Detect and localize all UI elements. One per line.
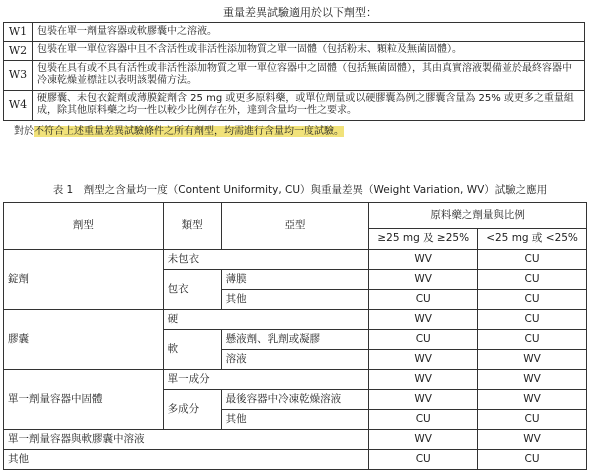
cell-form: 錠劑	[4, 250, 164, 310]
table-row	[4, 250, 587, 270]
cell-form: 其他	[4, 450, 369, 470]
header-ratio: 原料藥之劑量與比例	[369, 203, 587, 229]
cell-subtype: 薄膜	[221, 270, 369, 290]
table1-caption: 表 1 劑型之含量均一度（Content Uniformity, CU）與重量差異（Weight Variation, WV）試驗之應用	[52, 184, 548, 196]
cell-ge25: WV	[369, 270, 478, 290]
cell-ge25: WV	[369, 370, 478, 390]
cell-subtype: 最後容器中冷凍乾燥溶液	[221, 390, 369, 410]
cell-ge25: CU	[369, 410, 478, 430]
cell-ge25: WV	[369, 430, 478, 450]
wv-code: W2	[4, 41, 33, 60]
cell-subtype: 其他	[221, 290, 369, 310]
header-type: 類型	[163, 203, 221, 250]
wv-section-title: 重量差異試驗適用於以下劑型：	[223, 6, 377, 19]
cell-subtype: 懸液劑、乳劑或凝膠	[221, 330, 369, 350]
cell-lt25: WV	[478, 350, 587, 370]
cell-ge25: WV	[369, 390, 478, 410]
cell-form: 單一劑量容器中固體	[4, 370, 164, 430]
cell-lt25: WV	[478, 370, 587, 390]
wv-row	[4, 90, 585, 120]
cell-ge25: WV	[369, 310, 478, 330]
wv-code: W4	[4, 90, 33, 120]
cell-lt25: WV	[478, 390, 587, 410]
cell-type: 多成分	[163, 390, 221, 430]
header-subtype: 亞型	[221, 203, 369, 250]
cell-ge25: CU	[369, 330, 478, 350]
cell-ge25: CU	[369, 450, 478, 470]
note-highlight: 不符合上述重量差異試驗條件之所有劑型，均需進行含量均一度試驗。	[34, 126, 344, 137]
cell-type: 包衣	[163, 270, 221, 310]
cu-wv-application-table	[3, 202, 587, 470]
cell-ge25: CU	[369, 290, 478, 310]
header-row	[4, 203, 587, 229]
cell-type: 硬	[163, 310, 369, 330]
header-dosage-form: 劑型	[4, 203, 164, 250]
header-lt25: <25 mg 或 <25%	[478, 229, 587, 250]
cell-lt25: WV	[478, 430, 587, 450]
wv-code: W3	[4, 60, 33, 90]
wv-description: 包裝在單一劑量容器或軟膠囊中之溶液。	[33, 23, 585, 42]
wv-applicable-forms-table	[3, 22, 585, 121]
cell-ge25: WV	[369, 250, 478, 270]
cell-subtype: 其他	[221, 410, 369, 430]
cell-lt25: CU	[478, 450, 587, 470]
wv-description: 硬膠囊、未包衣錠劑或薄膜錠劑含 25 mg 或更多原料藥，或單位劑量或以硬膠囊為例之膠囊含量為 25% 或更多之重量組成，除其他原料藥之均一性以較少比例存在外，達到含量均一性之要求。	[33, 90, 585, 120]
table-row	[4, 450, 587, 470]
table-row	[4, 370, 587, 390]
wv-description: 包裝在單一單位容器中且不含活性或非活性添加物質之單一固體（包括粉末、顆粒及無菌固體）。	[33, 41, 585, 60]
note-prefix: 對於	[14, 126, 34, 137]
header-ge25: ≥25 mg 及 ≥25%	[369, 229, 478, 250]
cell-form: 單一劑量容器與軟膠囊中溶液	[4, 430, 369, 450]
cell-lt25: CU	[478, 270, 587, 290]
wv-row	[4, 23, 585, 42]
cu-requirement-note	[14, 126, 344, 139]
cell-type: 軟	[163, 330, 221, 370]
cell-ge25: WV	[369, 350, 478, 370]
wv-description: 包裝在具有或不具有活性或非活性添加物質之單一單位容器中之固體（包括無菌固體），其由真實溶液製備並於最終容器中冷凍乾燥並標註以表明該製備方法。	[33, 60, 585, 90]
wv-row	[4, 60, 585, 90]
cell-lt25: CU	[478, 310, 587, 330]
cell-lt25: CU	[478, 250, 587, 270]
wv-row	[4, 41, 585, 60]
cell-type: 單一成分	[163, 370, 369, 390]
cell-subtype: 溶液	[221, 350, 369, 370]
cell-lt25: CU	[478, 330, 587, 350]
cell-lt25: CU	[478, 290, 587, 310]
wv-code: W1	[4, 23, 33, 42]
table-row	[4, 430, 587, 450]
table-row	[4, 310, 587, 330]
cell-form: 膠囊	[4, 310, 164, 370]
cell-lt25: CU	[478, 410, 587, 430]
cell-type: 未包衣	[163, 250, 369, 270]
